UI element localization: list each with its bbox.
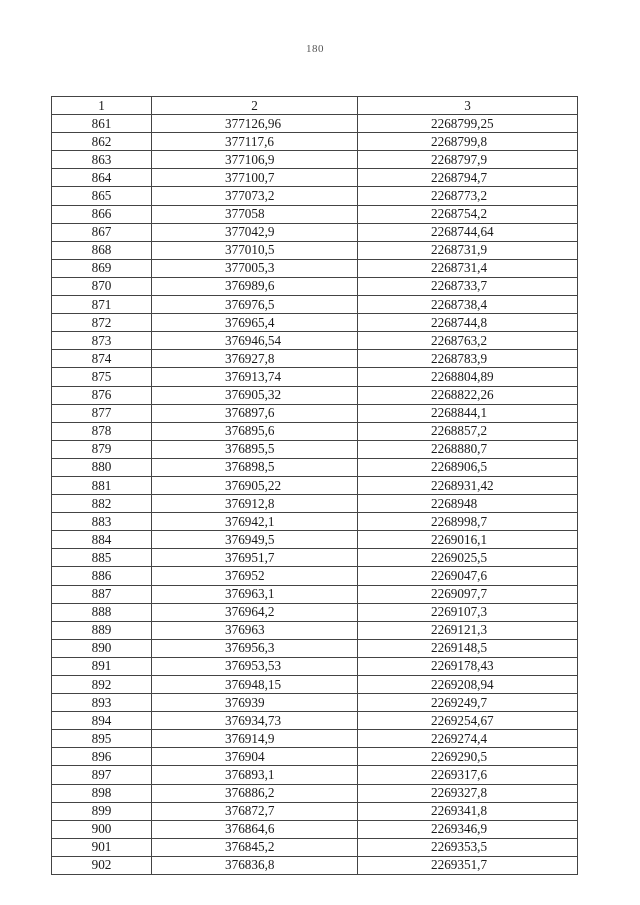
point-number-cell: 883 <box>52 513 152 531</box>
table-row <box>52 169 578 187</box>
point-number-cell: 893 <box>52 694 152 712</box>
table-row <box>52 350 578 368</box>
table-row <box>52 567 578 585</box>
coordinate-x-cell: 376905,22 <box>152 476 358 494</box>
point-number-cell: 880 <box>52 458 152 476</box>
column-header-3: 3 <box>358 97 578 115</box>
point-number-cell: 879 <box>52 440 152 458</box>
coordinate-y-cell: 2268931,42 <box>358 476 578 494</box>
point-number-cell: 898 <box>52 784 152 802</box>
point-number-cell: 868 <box>52 241 152 259</box>
coordinate-y-cell: 2268844,1 <box>358 404 578 422</box>
table-row <box>52 495 578 513</box>
point-number-cell: 870 <box>52 277 152 295</box>
table-row <box>52 657 578 675</box>
coordinate-y-cell: 2269178,43 <box>358 657 578 675</box>
coordinate-y-cell: 2268799,8 <box>358 133 578 151</box>
coordinate-x-cell: 376864,6 <box>152 820 358 838</box>
coordinate-y-cell: 2269025,5 <box>358 549 578 567</box>
table-row <box>52 784 578 802</box>
coordinate-y-cell: 2269290,5 <box>358 748 578 766</box>
coordinate-y-cell: 2268857,2 <box>358 422 578 440</box>
table-row <box>52 476 578 494</box>
coordinate-y-cell: 2268804,89 <box>358 368 578 386</box>
coordinate-y-cell: 2269208,94 <box>358 676 578 694</box>
point-number-cell: 889 <box>52 621 152 639</box>
coordinate-x-cell: 376956,3 <box>152 639 358 657</box>
coordinate-x-cell: 376951,7 <box>152 549 358 567</box>
coordinate-y-cell: 2268738,4 <box>358 296 578 314</box>
table-row <box>52 277 578 295</box>
coordinate-y-cell: 2269107,3 <box>358 603 578 621</box>
table-row <box>52 621 578 639</box>
table-row <box>52 259 578 277</box>
point-number-cell: 878 <box>52 422 152 440</box>
coordinate-y-cell: 2269121,3 <box>358 621 578 639</box>
coordinate-y-cell: 2268731,4 <box>358 259 578 277</box>
coordinate-x-cell: 376913,74 <box>152 368 358 386</box>
point-number-cell: 887 <box>52 585 152 603</box>
point-number-cell: 863 <box>52 151 152 169</box>
coordinate-x-cell: 376836,8 <box>152 856 358 874</box>
coordinate-x-cell: 377106,9 <box>152 151 358 169</box>
coordinate-x-cell: 376989,6 <box>152 277 358 295</box>
coordinate-x-cell: 376845,2 <box>152 838 358 856</box>
coordinate-x-cell: 376952 <box>152 567 358 585</box>
coordinate-y-cell: 2268822,26 <box>358 386 578 404</box>
table-row <box>52 133 578 151</box>
table-row <box>52 151 578 169</box>
coordinate-y-cell: 2268744,64 <box>358 223 578 241</box>
coordinate-y-cell: 2269097,7 <box>358 585 578 603</box>
coordinate-x-cell: 376872,7 <box>152 802 358 820</box>
coordinate-x-cell: 376964,2 <box>152 603 358 621</box>
point-number-cell: 902 <box>52 856 152 874</box>
page-number: 180 <box>306 43 324 55</box>
table-row <box>52 332 578 350</box>
table-body <box>52 115 578 875</box>
point-number-cell: 866 <box>52 205 152 223</box>
table-row <box>52 404 578 422</box>
point-number-cell: 871 <box>52 296 152 314</box>
point-number-cell: 881 <box>52 476 152 494</box>
coordinate-y-cell: 2269274,4 <box>358 730 578 748</box>
coordinate-y-cell: 2268906,5 <box>358 458 578 476</box>
coordinate-x-cell: 376893,1 <box>152 766 358 784</box>
coordinate-x-cell: 376886,2 <box>152 784 358 802</box>
coordinate-y-cell: 2269249,7 <box>358 694 578 712</box>
coordinate-x-cell: 377042,9 <box>152 223 358 241</box>
point-number-cell: 891 <box>52 657 152 675</box>
table-row <box>52 223 578 241</box>
point-number-cell: 877 <box>52 404 152 422</box>
coordinate-y-cell: 2269341,8 <box>358 802 578 820</box>
coordinate-y-cell: 2268733,7 <box>358 277 578 295</box>
table-row <box>52 639 578 657</box>
point-number-cell: 897 <box>52 766 152 784</box>
table-row <box>52 856 578 874</box>
table-row <box>52 549 578 567</box>
coordinate-y-cell: 2269353,5 <box>358 838 578 856</box>
coordinate-x-cell: 376904 <box>152 748 358 766</box>
point-number-cell: 869 <box>52 259 152 277</box>
coordinate-x-cell: 376942,1 <box>152 513 358 531</box>
coordinate-x-cell: 376953,53 <box>152 657 358 675</box>
point-number-cell: 890 <box>52 639 152 657</box>
table-row <box>52 820 578 838</box>
table-row <box>52 585 578 603</box>
coordinate-x-cell: 376949,5 <box>152 531 358 549</box>
coordinate-y-cell: 2269148,5 <box>358 639 578 657</box>
point-number-cell: 884 <box>52 531 152 549</box>
coordinate-x-cell: 376976,5 <box>152 296 358 314</box>
coordinate-x-cell: 376914,9 <box>152 730 358 748</box>
point-number-cell: 864 <box>52 169 152 187</box>
coordinate-y-cell: 2268797,9 <box>358 151 578 169</box>
table-row <box>52 766 578 784</box>
table-row <box>52 730 578 748</box>
point-number-cell: 882 <box>52 495 152 513</box>
coordinate-y-cell: 2268783,9 <box>358 350 578 368</box>
coordinate-y-cell: 2268948 <box>358 495 578 513</box>
table-row <box>52 368 578 386</box>
coordinate-x-cell: 376898,5 <box>152 458 358 476</box>
table-header-row <box>52 97 578 115</box>
point-number-cell: 875 <box>52 368 152 386</box>
coordinate-y-cell: 2269317,6 <box>358 766 578 784</box>
point-number-cell: 892 <box>52 676 152 694</box>
coordinate-y-cell: 2268880,7 <box>358 440 578 458</box>
coordinate-y-cell: 2269047,6 <box>358 567 578 585</box>
coordinate-x-cell: 376912,8 <box>152 495 358 513</box>
point-number-cell: 895 <box>52 730 152 748</box>
coordinate-x-cell: 377126,96 <box>152 115 358 133</box>
point-number-cell: 888 <box>52 603 152 621</box>
coordinate-y-cell: 2269016,1 <box>358 531 578 549</box>
coordinate-x-cell: 377100,7 <box>152 169 358 187</box>
coordinate-y-cell: 2269327,8 <box>358 784 578 802</box>
table-row <box>52 748 578 766</box>
coordinate-x-cell: 376897,6 <box>152 404 358 422</box>
coordinate-x-cell: 376939 <box>152 694 358 712</box>
table-row <box>52 422 578 440</box>
point-number-cell: 874 <box>52 350 152 368</box>
coordinate-y-cell: 2268998,7 <box>358 513 578 531</box>
table-row <box>52 603 578 621</box>
table-row <box>52 440 578 458</box>
point-number-cell: 872 <box>52 314 152 332</box>
table-row <box>52 187 578 205</box>
point-number-cell: 873 <box>52 332 152 350</box>
point-number-cell: 896 <box>52 748 152 766</box>
point-number-cell: 900 <box>52 820 152 838</box>
coordinate-x-cell: 376946,54 <box>152 332 358 350</box>
point-number-cell: 901 <box>52 838 152 856</box>
column-header-1: 1 <box>52 97 152 115</box>
coordinate-y-cell: 2268794,7 <box>358 169 578 187</box>
coordinate-y-cell: 2269254,67 <box>358 712 578 730</box>
coordinate-x-cell: 376948,15 <box>152 676 358 694</box>
coordinate-y-cell: 2268773,2 <box>358 187 578 205</box>
coordinate-x-cell: 376963 <box>152 621 358 639</box>
point-number-cell: 862 <box>52 133 152 151</box>
table-row <box>52 205 578 223</box>
coordinate-x-cell: 376965,4 <box>152 314 358 332</box>
table-row <box>52 314 578 332</box>
coordinate-x-cell: 377010,5 <box>152 241 358 259</box>
coordinate-x-cell: 377117,6 <box>152 133 358 151</box>
point-number-cell: 867 <box>52 223 152 241</box>
coordinate-y-cell: 2268744,8 <box>358 314 578 332</box>
coordinate-y-cell: 2268754,2 <box>358 205 578 223</box>
coordinate-x-cell: 376927,8 <box>152 350 358 368</box>
table-header <box>52 97 578 115</box>
coordinates-table <box>51 96 578 875</box>
coordinate-y-cell: 2268763,2 <box>358 332 578 350</box>
point-number-cell: 885 <box>52 549 152 567</box>
coordinate-x-cell: 377005,3 <box>152 259 358 277</box>
coordinate-x-cell: 376895,6 <box>152 422 358 440</box>
table-row <box>52 513 578 531</box>
coordinate-x-cell: 376934,73 <box>152 712 358 730</box>
table-row <box>52 458 578 476</box>
point-number-cell: 886 <box>52 567 152 585</box>
table-row <box>52 676 578 694</box>
coordinate-x-cell: 377073,2 <box>152 187 358 205</box>
point-number-cell: 894 <box>52 712 152 730</box>
coordinate-x-cell: 376895,5 <box>152 440 358 458</box>
coordinate-y-cell: 2268799,25 <box>358 115 578 133</box>
coordinate-x-cell: 377058 <box>152 205 358 223</box>
table-row <box>52 838 578 856</box>
point-number-cell: 876 <box>52 386 152 404</box>
table-row <box>52 115 578 133</box>
column-header-2: 2 <box>152 97 358 115</box>
point-number-cell: 865 <box>52 187 152 205</box>
table-row <box>52 241 578 259</box>
coordinate-x-cell: 376963,1 <box>152 585 358 603</box>
table-row <box>52 296 578 314</box>
coordinate-y-cell: 2269346,9 <box>358 820 578 838</box>
coordinate-x-cell: 376905,32 <box>152 386 358 404</box>
point-number-cell: 861 <box>52 115 152 133</box>
table-row <box>52 712 578 730</box>
coordinate-y-cell: 2269351,7 <box>358 856 578 874</box>
table-row <box>52 694 578 712</box>
table-row <box>52 386 578 404</box>
coordinate-y-cell: 2268731,9 <box>358 241 578 259</box>
table-row <box>52 802 578 820</box>
point-number-cell: 899 <box>52 802 152 820</box>
table-row <box>52 531 578 549</box>
